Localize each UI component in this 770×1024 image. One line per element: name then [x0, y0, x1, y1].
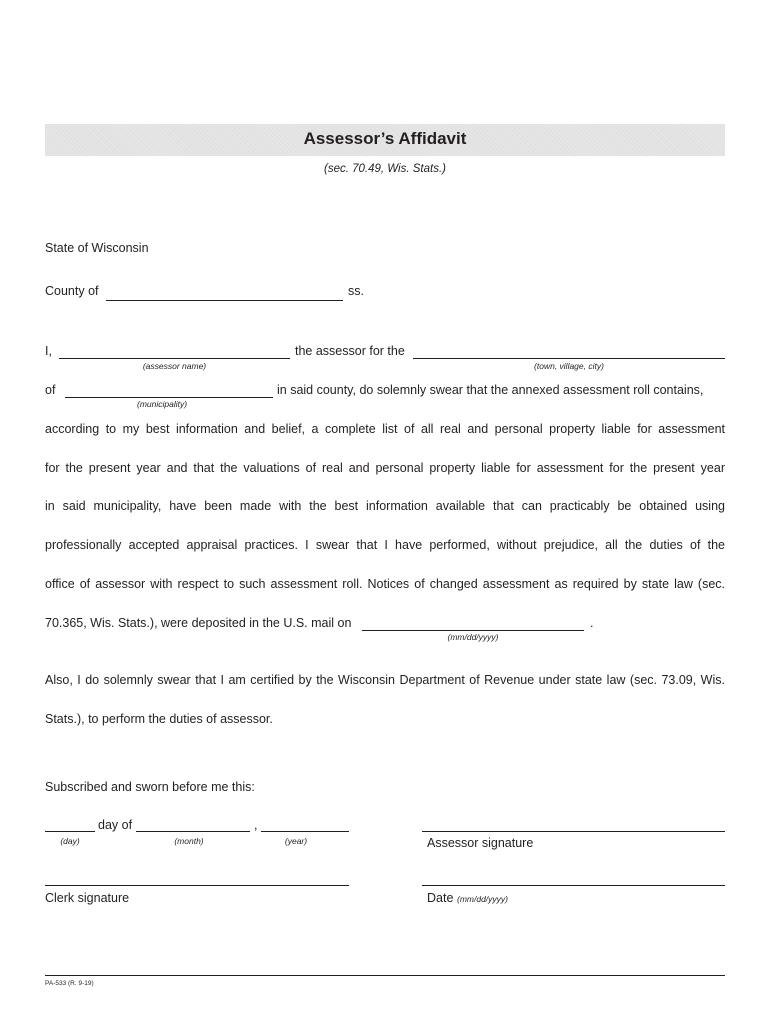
subscribed-label: Subscribed and sworn before me this:: [45, 780, 255, 794]
mail-text: 70.365, Wis. Stats.), were deposited in the U.S. mail on: [45, 616, 352, 630]
municipality-field[interactable]: [65, 397, 273, 398]
municipality-hint: (municipality): [137, 399, 188, 409]
month-field[interactable]: [136, 831, 250, 832]
day-field[interactable]: [45, 831, 95, 832]
footer-divider: [45, 975, 725, 976]
year-field[interactable]: [261, 831, 349, 832]
signature-date-field[interactable]: [422, 885, 725, 886]
body-line-5: office of assessor with respect to such assessment roll. Notices of changed assessment as required by state law (sec.: [45, 577, 725, 591]
assessor-for-label: the assessor for the: [295, 344, 405, 358]
assessor-name-hint: (assessor name): [142, 361, 207, 371]
town-hint: (town, village, city): [534, 361, 604, 371]
day-of-label: day of: [98, 818, 133, 832]
year-hint: (year): [284, 836, 308, 846]
assessor-signature-label: Assessor signature: [427, 836, 534, 850]
assessor-signature-field[interactable]: [422, 831, 725, 832]
state-label: State of Wisconsin: [45, 241, 149, 255]
day-hint: (day): [60, 836, 80, 846]
oath-start-text: in said county, do solemnly swear that the annexed assessment roll contains,: [277, 383, 704, 397]
clerk-signature-field[interactable]: [45, 885, 349, 886]
date-comma: ,: [254, 818, 258, 832]
assessor-name-field[interactable]: [59, 358, 290, 359]
body-line-2: for the present year and that the valuations of real and personal property liable for assessment for the present year: [45, 461, 725, 475]
date-hint: (mm/dd/yyyy): [457, 894, 508, 904]
date-label: Date: [427, 891, 454, 905]
certification-line-1: Also, I do solemnly swear that I am certified by the Wisconsin Department of Revenue under state law (sec. 73.09, Wis.: [45, 673, 725, 687]
month-hint: (month): [174, 836, 204, 846]
county-field[interactable]: [106, 300, 343, 301]
form-number: PA-533 (R. 9-19): [45, 980, 94, 987]
county-label: County of: [45, 284, 99, 298]
of-label: of: [45, 383, 56, 397]
title-bar: [45, 124, 725, 156]
i-label: I,: [45, 344, 52, 358]
body-line-4: professionally accepted appraisal practices. I swear that I have performed, without prejudice, all the duties of the: [45, 538, 725, 552]
town-field[interactable]: [413, 358, 725, 359]
body-line-3: in said municipality, have been made with the best information available that can practicably be obtained using: [45, 499, 725, 513]
mail-period: .: [590, 616, 594, 630]
mail-date-hint: (mm/dd/yyyy): [447, 632, 499, 642]
certification-line-2: Stats.), to perform the duties of assessor.: [45, 712, 273, 726]
page-title: Assessor’s Affidavit: [303, 129, 467, 148]
statute-reference: (sec. 70.49, Wis. Stats.): [324, 163, 446, 175]
clerk-signature-label: Clerk signature: [45, 891, 130, 905]
mail-date-field[interactable]: [362, 630, 584, 631]
body-line-1: according to my best information and belief, a complete list of all real and personal property liable for assessment: [45, 422, 725, 436]
ss-label: ss.: [348, 284, 364, 298]
